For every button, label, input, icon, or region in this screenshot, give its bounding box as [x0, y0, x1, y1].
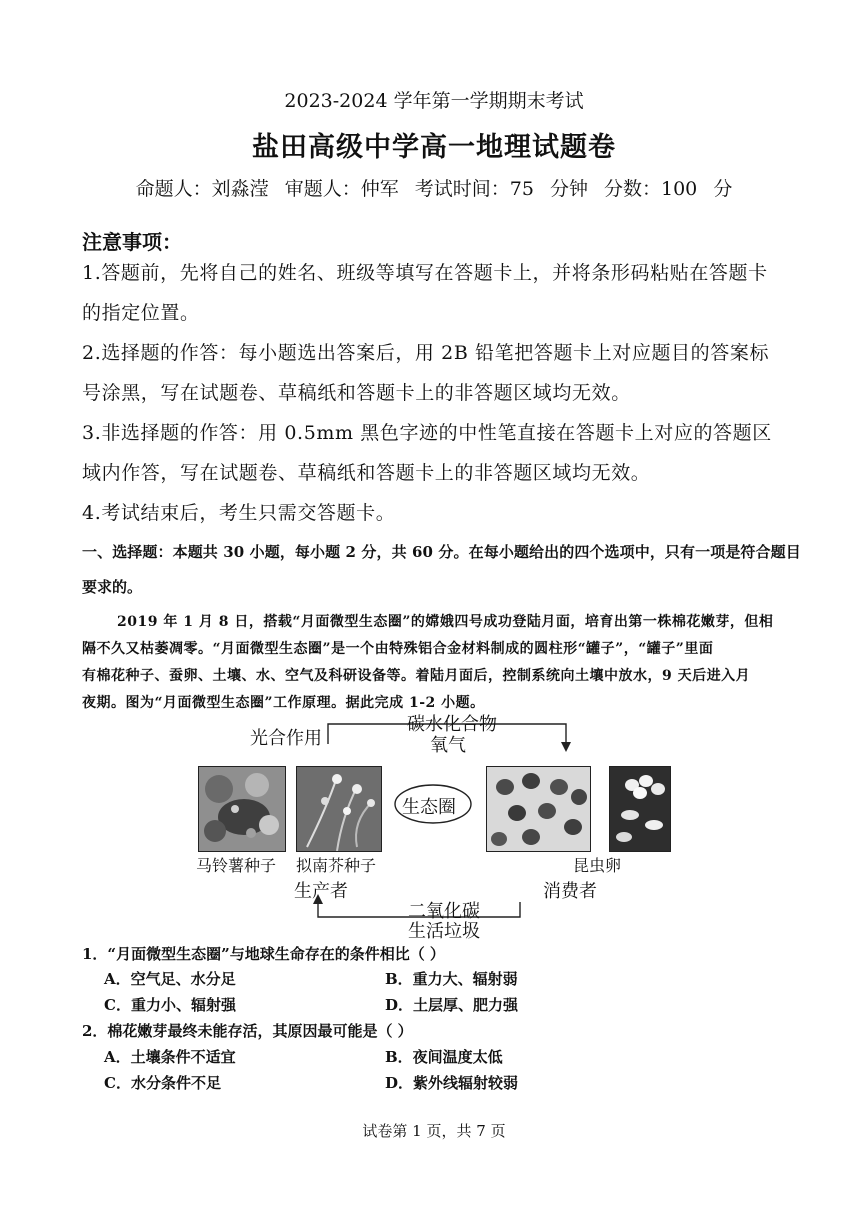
- passage-line: 2019 年 1 月 8 日，搭载“月面微型生态圈”的嫦娥四号成功登陆月面，培育出第一株棉花嫩芽，但相: [117, 614, 774, 630]
- passage-line: 夜期。图为“月面微型生态圈”工作原理。据此完成 1-2 小题。: [82, 695, 485, 711]
- insect-egg-image: [487, 767, 590, 851]
- question-2-option-d: D．紫外线辐射较弱: [385, 1074, 519, 1092]
- notice-line: 号涂黑，写在试题卷、草稿纸和答题卡上的非答题区域均无效。: [82, 382, 631, 404]
- question-1-option-d: D．土层厚、肥力强: [385, 996, 519, 1014]
- carbohydrate-label: 碳水化合物: [407, 714, 497, 735]
- insect-egg-photo-2: [609, 766, 671, 852]
- potato-seed-label: 马铃薯种子: [196, 856, 277, 875]
- notice-line: 的指定位置。: [82, 302, 200, 324]
- notice-line: 域内作答，写在试题卷、草稿纸和答题卡上的非答题区域均无效。: [82, 462, 651, 484]
- question-2-option-c: C．水分条件不足: [104, 1074, 221, 1092]
- notice-line: 2.选择题的作答：每小题选出答案后，用 2B 铅笔把答题卡上对应题目的答案标: [82, 342, 770, 364]
- producer-label: 生产者: [294, 881, 348, 902]
- question-1-option-b: B．重力大、辐射弱: [385, 970, 518, 988]
- question-1-option-c: C．重力小、辐射强: [104, 996, 236, 1014]
- waste-label: 生活垃圾: [408, 921, 480, 942]
- page-title: 盐田高级中学高一地理试题卷: [252, 132, 616, 163]
- photosynthesis-label: 光合作用: [250, 728, 322, 749]
- arabidopsis-seed-photo: [296, 766, 382, 852]
- co2-label: 二氧化碳: [408, 901, 480, 922]
- insect-egg-label: 昆虫卵: [573, 856, 622, 875]
- question-2-stem: 2．棉花嫩芽最终未能存活，其原因最可能是（ ）: [82, 1022, 413, 1040]
- notice-line: 4.考试结束后，考生只需交答题卡。: [82, 502, 396, 524]
- oxygen-label: 氧气: [430, 735, 466, 756]
- potato-seed-photo: [198, 766, 286, 852]
- question-1-option-a: A．空气足、水分足: [104, 970, 236, 988]
- section-title-continued: 要求的。: [82, 578, 143, 596]
- exam-meta: 命题人：刘淼滢 审题人：仲军 考试时间：75 分钟 分数：100 分: [135, 178, 733, 200]
- notice-line: 1.答题前，先将自己的姓名、班级等填写在答题卡上，并将条形码粘贴在答题卡: [82, 262, 768, 284]
- question-2-option-a: A．土壤条件不适宜: [104, 1048, 236, 1066]
- notice-heading: 注意事项：: [82, 230, 182, 254]
- insect-egg-image-2: [610, 767, 670, 851]
- notice-line: 3.非选择题的作答：用 0.5mm 黑色字迹的中性笔直接在答题卡上对应的答题区: [82, 422, 772, 444]
- passage-line: 隔不久又枯萎凋零。“月面微型生态圈”是一个由特殊铝合金材料制成的圆柱形“罐子”，“罐子”里面: [82, 641, 714, 657]
- arabidopsis-seed-image: [297, 767, 381, 851]
- ecosphere-label: 生态圈: [402, 797, 456, 818]
- page-footer: 试卷第 1 页，共 7 页: [362, 1122, 506, 1140]
- insect-egg-photo-1: [486, 766, 591, 852]
- arabidopsis-seed-label: 拟南芥种子: [296, 856, 377, 875]
- passage-line: 有棉花种子、蚕卵、土壤、水、空气及科研设备等。着陆月面后，控制系统向土壤中放水，9 天后进入月: [82, 668, 751, 684]
- exam-term: 2023-2024 学年第一学期期末考试: [284, 90, 584, 112]
- question-1-stem: 1．“月面微型生态圈”与地球生命存在的条件相比（ ）: [82, 945, 445, 963]
- potato-seed-image: [199, 767, 285, 851]
- consumer-label: 消费者: [543, 881, 597, 902]
- section-title: 一、选择题：本题共 30 小题，每小题 2 分，共 60 分。在每小题给出的四个选项中，只有一项是符合题目: [82, 543, 801, 561]
- question-2-option-b: B．夜间温度太低: [385, 1048, 503, 1066]
